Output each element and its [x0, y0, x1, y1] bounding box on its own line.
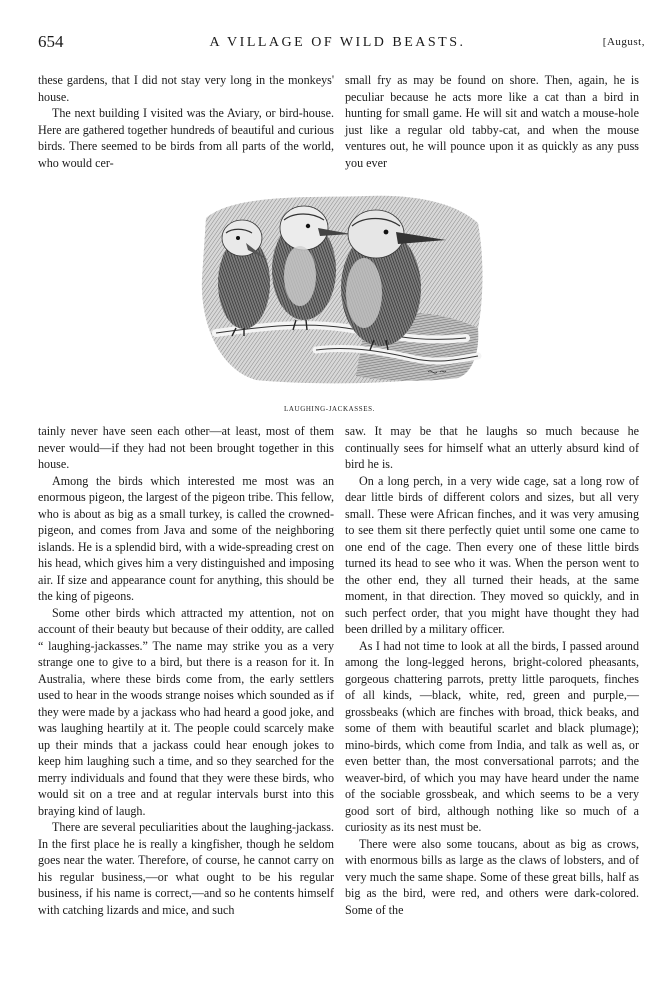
- column-right-bottom: [345, 423, 639, 918]
- column-left-bottom: [38, 423, 334, 918]
- page-number: 654: [38, 32, 64, 51]
- paragraph: There are several peculiarities about the laughing-jackass. In the first place he is really a kingfisher, though he seldom goes near the water. Therefore, of course, he cannot carry on his regular business,—or what ought to be his regular business, if his name is correct,—and so he contents himself with catching lizards and mice, and such: [38, 820, 334, 917]
- laughing-jackasses-engraving: [196, 188, 486, 388]
- paragraph: As I had not time to look at all the birds, I passed around among the long-legged herons, bright-colored pheasants, gorgeous chattering parrots, pretty little paroquets, finches of all kinds, —black, white, red, green and purple,—grossbeaks (which are finches with broad, thick beaks, and some of them with beautiful scarlet and black plumage); mino-birds, which come from India, and talk as well as, or even better than, the most conversational parrots; and the weaver-bird, of which you may have heard under the name of the sociable grossbeak, and which seems to be a very good sort of bird, although nothing like so much of a curiosity as its nest must be.: [345, 638, 639, 834]
- paragraph: There were also some toucans, about as big as crows, with enormous bills as large as the claws of lobsters, and of very much the same shape. Some of these great bills, half as big as the bird, were red, and others were dark-colored. Some of the: [345, 836, 639, 917]
- column-left-top: [38, 72, 334, 171]
- paragraph: The next building I visited was the Aviary, or bird-house. Here are gathered together hundreds of beautiful and curious birds. There seemed to be birds from all parts of the world, who would cer-: [38, 106, 334, 170]
- paragraph: these gardens, that I did not stay very long in the monkeys' house.: [38, 73, 334, 104]
- running-title: A VILLAGE OF WILD BEASTS.: [209, 35, 466, 50]
- figure-caption: LAUGHING-JACKASSES.: [284, 405, 375, 413]
- paragraph: tainly never have seen each other—at least, most of them never would—if they had not been brought together in this house.: [38, 424, 334, 471]
- paragraph: On a long perch, in a very wide cage, sat a long row of dear little birds of different colors and sizes, but all very small. These were African finches, and it was very amusing to see them sit there perfectly quiet until some one came to one end of the cage. Then every one of these little birds turned its head to see who it was. When the person went to the other end, they all turned their heads, at the same moment, in that direction. They moved so quickly, and in such perfect order, that you might have thought they had been drilled by a military officer.: [345, 473, 639, 636]
- page-header: [30, 32, 645, 56]
- column-right-top: [345, 72, 639, 171]
- issue-month: [August,: [602, 36, 645, 48]
- paragraph: saw. It may be that he laughs so much because he continually sees for himself what an utterly absurd kind of bird he is.: [345, 424, 639, 471]
- paragraph: Some other birds which attracted my attention, not on account of their beauty but because of their oddity, are called “ laughing-jackasses.” The name may strike you as a very strange one to give to a bird, but there is a reason for it. In Australia, where these birds come from, the early settlers used to hear in the woods strange noises which sounded as if they were made by a jackass who had heard a good joke, and was laughing heartily at it. The people could scarcely make up their minds that a jackass could hear enough jokes to keep him laughing such a time, and so they searched for the merry individuals and found that they were these birds, who would sit on a tree and at regular intervals burst into this braying kind of laugh.: [38, 605, 334, 818]
- paragraph: Among the birds which interested me most was an enormous pigeon, the largest of the pigeon tribe. This fellow, who is about as big as a small turkey, is called the crowned-pigeon, and comes from Java and some of the neighboring islands. He is a splendid bird, with a wide-spreading crest on his head, which gives him a very distinguished and imposing air. If size and appearance count for anything, this should be the king of pigeons.: [38, 473, 334, 603]
- paragraph: small fry as may be found on shore. Then, again, he is peculiar because he acts more like a cat than a bird in hunting for small game. He will sit and watch a mouse-hole just like a regular old tabby-cat, and when the mouse ventures out, he will pounce upon it as quickly as any puss you ever: [345, 73, 639, 170]
